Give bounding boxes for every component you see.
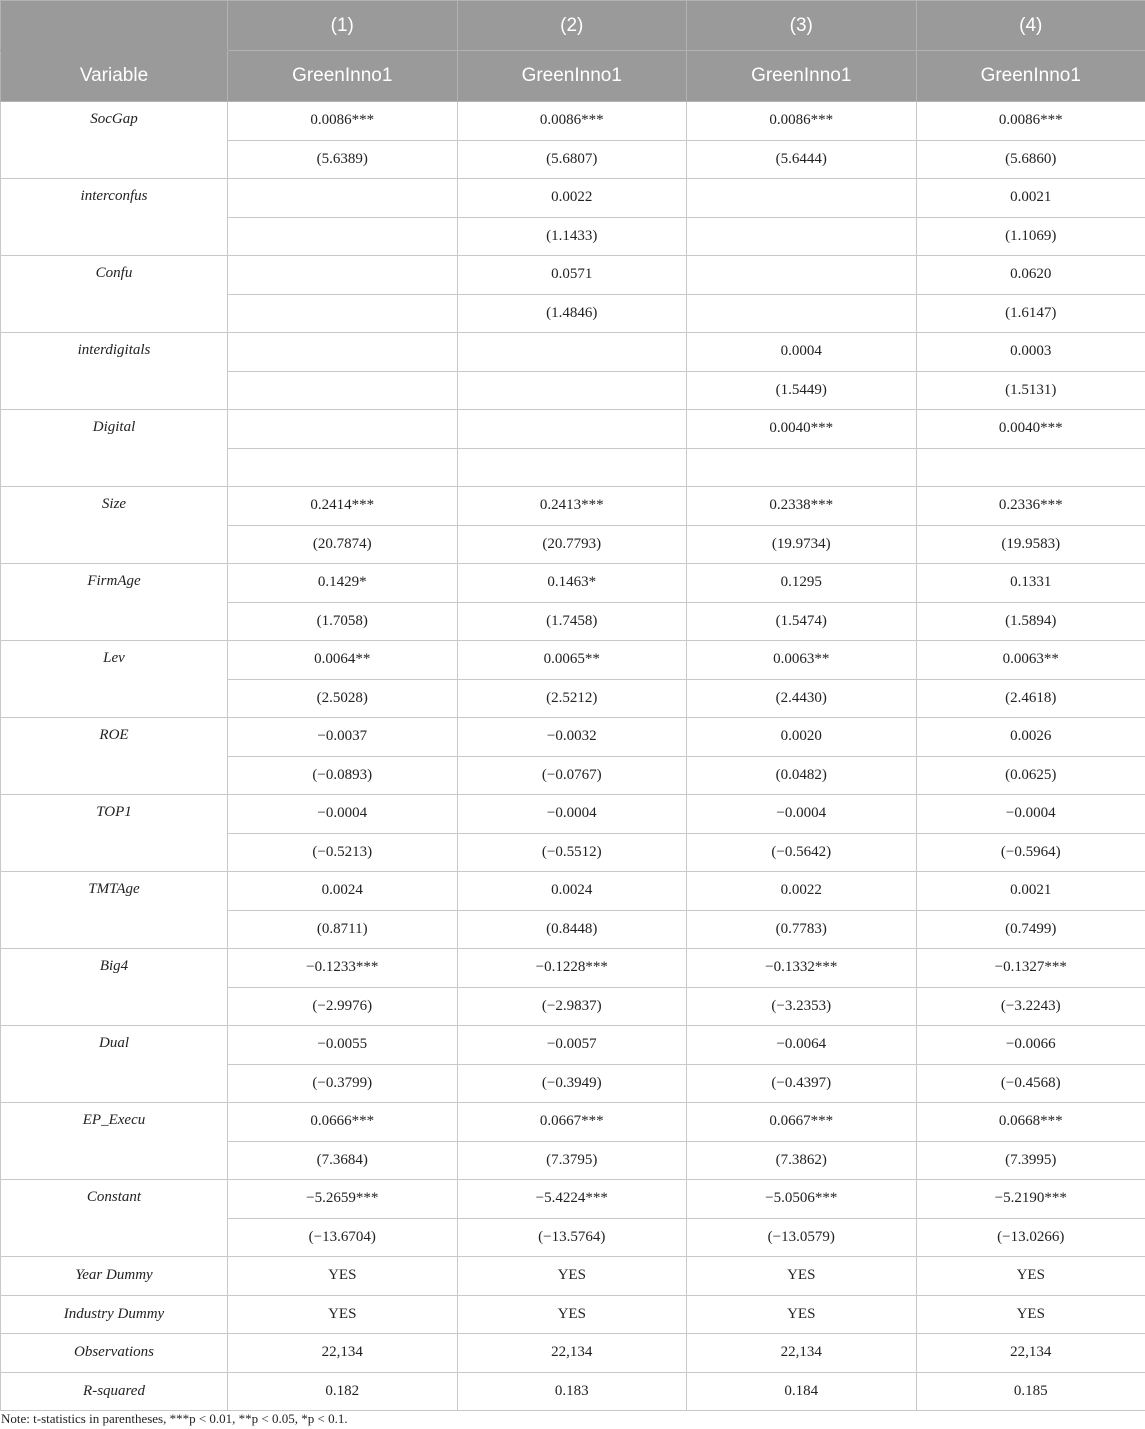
coefficient-cell: 0.0024 bbox=[457, 872, 687, 911]
coefficient-cell: −0.1228*** bbox=[457, 949, 687, 988]
summary-value: 22,134 bbox=[687, 1334, 917, 1373]
variable-name: TMTAge bbox=[1, 872, 228, 949]
table-row-coefficient bbox=[1, 718, 1145, 757]
table-row-coefficient bbox=[1, 795, 1145, 834]
coefficient-cell: −0.0032 bbox=[457, 718, 687, 757]
coefficient-cell: −0.0004 bbox=[916, 795, 1145, 834]
tstat-cell: (−0.5213) bbox=[228, 833, 458, 872]
summary-value: 22,134 bbox=[457, 1334, 687, 1373]
coefficient-cell: 0.0667*** bbox=[457, 1103, 687, 1142]
coefficient-cell: 0.0668*** bbox=[916, 1103, 1145, 1142]
variable-name: TOP1 bbox=[1, 795, 228, 872]
tstat-cell: (−0.3949) bbox=[457, 1064, 687, 1103]
coefficient-cell: 0.2338*** bbox=[687, 487, 917, 526]
table-row-coefficient bbox=[1, 641, 1145, 680]
coefficient-cell bbox=[457, 410, 687, 449]
coefficient-cell: −0.0057 bbox=[457, 1026, 687, 1065]
tstat-cell: (7.3995) bbox=[916, 1141, 1145, 1180]
variable-name: Confu bbox=[1, 256, 228, 333]
coefficient-cell: 0.0022 bbox=[457, 179, 687, 218]
variable-name: Constant bbox=[1, 1180, 228, 1257]
tstat-cell: (−0.0767) bbox=[457, 756, 687, 795]
variable-name: EP_Execu bbox=[1, 1103, 228, 1180]
coefficient-cell: 0.0065** bbox=[457, 641, 687, 680]
table-row-coefficient bbox=[1, 949, 1145, 988]
coefficient-cell: 0.0666*** bbox=[228, 1103, 458, 1142]
variable-name: Lev bbox=[1, 641, 228, 718]
tstat-cell: (0.7783) bbox=[687, 910, 917, 949]
variable-name: Size bbox=[1, 487, 228, 564]
coefficient-cell: −0.0064 bbox=[687, 1026, 917, 1065]
coefficient-cell: −0.0004 bbox=[228, 795, 458, 834]
summary-value: 0.182 bbox=[228, 1372, 458, 1411]
summary-value: 22,134 bbox=[916, 1334, 1145, 1373]
table-row-summary bbox=[1, 1372, 1145, 1411]
coefficient-cell: 0.0004 bbox=[687, 333, 917, 372]
tstat-cell bbox=[228, 217, 458, 256]
variable-name: FirmAge bbox=[1, 564, 228, 641]
table-row-summary bbox=[1, 1295, 1145, 1334]
column-number: (2) bbox=[457, 1, 687, 51]
coefficient-cell bbox=[687, 179, 917, 218]
table-row-summary bbox=[1, 1334, 1145, 1373]
tstat-cell: (−3.2353) bbox=[687, 987, 917, 1026]
summary-value: YES bbox=[457, 1295, 687, 1334]
tstat-cell: (−13.0266) bbox=[916, 1218, 1145, 1257]
summary-label: Observations bbox=[1, 1334, 228, 1373]
table-body bbox=[1, 102, 1145, 1411]
tstat-cell: (1.5131) bbox=[916, 371, 1145, 410]
tstat-cell bbox=[457, 371, 687, 410]
table-row-coefficient bbox=[1, 487, 1145, 526]
coefficient-cell: 0.0086*** bbox=[916, 102, 1145, 141]
coefficient-cell: 0.0086*** bbox=[228, 102, 458, 141]
coefficient-cell: 0.0086*** bbox=[457, 102, 687, 141]
coefficient-cell: 0.1429* bbox=[228, 564, 458, 603]
dependent-variable-header: GreenInno1 bbox=[916, 51, 1145, 102]
variable-name: ROE bbox=[1, 718, 228, 795]
coefficient-cell: 0.0040*** bbox=[916, 410, 1145, 449]
coefficient-cell: 0.1295 bbox=[687, 564, 917, 603]
table-row-coefficient bbox=[1, 102, 1145, 141]
tstat-cell bbox=[228, 448, 458, 487]
tstat-cell: (7.3684) bbox=[228, 1141, 458, 1180]
tstat-cell: (−0.5642) bbox=[687, 833, 917, 872]
summary-value: YES bbox=[228, 1257, 458, 1296]
summary-value: YES bbox=[228, 1295, 458, 1334]
coefficient-cell: 0.0064** bbox=[228, 641, 458, 680]
tstat-cell: (1.5449) bbox=[687, 371, 917, 410]
coefficient-cell: −0.1327*** bbox=[916, 949, 1145, 988]
variable-name: Dual bbox=[1, 1026, 228, 1103]
table-row-coefficient bbox=[1, 410, 1145, 449]
tstat-cell: (−0.0893) bbox=[228, 756, 458, 795]
header-row-numbers bbox=[1, 1, 1145, 51]
dependent-variable-header: GreenInno1 bbox=[228, 51, 458, 102]
coefficient-cell bbox=[457, 333, 687, 372]
summary-value: 0.185 bbox=[916, 1372, 1145, 1411]
tstat-cell: (20.7793) bbox=[457, 525, 687, 564]
tstat-cell bbox=[228, 371, 458, 410]
tstat-cell: (5.6860) bbox=[916, 140, 1145, 179]
header-blank-cell bbox=[1, 1, 228, 51]
coefficient-cell: 0.0667*** bbox=[687, 1103, 917, 1142]
column-number: (1) bbox=[228, 1, 458, 51]
column-number: (3) bbox=[687, 1, 917, 51]
coefficient-cell bbox=[228, 333, 458, 372]
summary-value: YES bbox=[916, 1295, 1145, 1334]
tstat-cell: (−0.5512) bbox=[457, 833, 687, 872]
coefficient-cell: −0.1233*** bbox=[228, 949, 458, 988]
tstat-cell: (0.0625) bbox=[916, 756, 1145, 795]
table-row-coefficient bbox=[1, 333, 1145, 372]
tstat-cell bbox=[687, 294, 917, 333]
table-note: Note: t-statistics in parentheses, ***p < 0.01, **p < 0.05, *p < 0.1. bbox=[1, 1411, 348, 1426]
summary-label: Industry Dummy bbox=[1, 1295, 228, 1334]
variable-name: Digital bbox=[1, 410, 228, 487]
coefficient-cell: 0.0022 bbox=[687, 872, 917, 911]
coefficient-cell: 0.0620 bbox=[916, 256, 1145, 295]
tstat-cell: (0.0482) bbox=[687, 756, 917, 795]
coefficient-cell: −0.0037 bbox=[228, 718, 458, 757]
coefficient-cell bbox=[687, 256, 917, 295]
coefficient-cell: −0.0004 bbox=[687, 795, 917, 834]
coefficient-cell: 0.0063** bbox=[687, 641, 917, 680]
dependent-variable-header: GreenInno1 bbox=[457, 51, 687, 102]
tstat-cell bbox=[916, 448, 1145, 487]
coefficient-cell: 0.0026 bbox=[916, 718, 1145, 757]
tstat-cell: (2.5212) bbox=[457, 679, 687, 718]
coefficient-cell bbox=[228, 179, 458, 218]
coefficient-cell: −0.0004 bbox=[457, 795, 687, 834]
column-number: (4) bbox=[916, 1, 1145, 51]
table-row-coefficient bbox=[1, 872, 1145, 911]
dependent-variable-header: GreenInno1 bbox=[687, 51, 917, 102]
tstat-cell: (7.3795) bbox=[457, 1141, 687, 1180]
tstat-cell: (1.7458) bbox=[457, 602, 687, 641]
summary-value: 0.183 bbox=[457, 1372, 687, 1411]
summary-label: Year Dummy bbox=[1, 1257, 228, 1296]
tstat-cell: (2.5028) bbox=[228, 679, 458, 718]
tstat-cell: (2.4618) bbox=[916, 679, 1145, 718]
table-header bbox=[1, 1, 1145, 102]
tstat-cell bbox=[228, 294, 458, 333]
coefficient-cell: −5.4224*** bbox=[457, 1180, 687, 1219]
tstat-cell: (1.5894) bbox=[916, 602, 1145, 641]
tstat-cell: (1.4846) bbox=[457, 294, 687, 333]
variable-name: interdigitals bbox=[1, 333, 228, 410]
tstat-cell: (0.8448) bbox=[457, 910, 687, 949]
tstat-cell: (0.7499) bbox=[916, 910, 1145, 949]
summary-value: YES bbox=[687, 1257, 917, 1296]
tstat-cell: (7.3862) bbox=[687, 1141, 917, 1180]
tstat-cell: (19.9734) bbox=[687, 525, 917, 564]
coefficient-cell: 0.2413*** bbox=[457, 487, 687, 526]
variable-header: Variable bbox=[1, 51, 228, 102]
tstat-cell: (1.1069) bbox=[916, 217, 1145, 256]
tstat-cell: (−0.3799) bbox=[228, 1064, 458, 1103]
summary-value: YES bbox=[687, 1295, 917, 1334]
tstat-cell bbox=[687, 448, 917, 487]
table-row-coefficient bbox=[1, 179, 1145, 218]
header-row-dependent bbox=[1, 51, 1145, 102]
summary-value: YES bbox=[457, 1257, 687, 1296]
tstat-cell: (2.4430) bbox=[687, 679, 917, 718]
tstat-cell bbox=[687, 217, 917, 256]
tstat-cell: (−13.0579) bbox=[687, 1218, 917, 1257]
coefficient-cell: −0.0055 bbox=[228, 1026, 458, 1065]
table-row-coefficient bbox=[1, 1103, 1145, 1142]
tstat-cell: (20.7874) bbox=[228, 525, 458, 564]
table-row-coefficient bbox=[1, 1026, 1145, 1065]
tstat-cell: (1.6147) bbox=[916, 294, 1145, 333]
tstat-cell: (1.5474) bbox=[687, 602, 917, 641]
summary-value: 22,134 bbox=[228, 1334, 458, 1373]
table-row-summary bbox=[1, 1257, 1145, 1296]
tstat-cell: (−0.4397) bbox=[687, 1064, 917, 1103]
summary-label: R-squared bbox=[1, 1372, 228, 1411]
tstat-cell: (5.6389) bbox=[228, 140, 458, 179]
tstat-cell: (1.1433) bbox=[457, 217, 687, 256]
tstat-cell: (1.7058) bbox=[228, 602, 458, 641]
coefficient-cell: 0.2336*** bbox=[916, 487, 1145, 526]
table-row-coefficient bbox=[1, 256, 1145, 295]
variable-name: SocGap bbox=[1, 102, 228, 179]
coefficient-cell: 0.0021 bbox=[916, 872, 1145, 911]
tstat-cell: (5.6807) bbox=[457, 140, 687, 179]
coefficient-cell bbox=[228, 410, 458, 449]
tstat-cell: (5.6444) bbox=[687, 140, 917, 179]
tstat-cell: (19.9583) bbox=[916, 525, 1145, 564]
tstat-cell: (−0.5964) bbox=[916, 833, 1145, 872]
tstat-cell: (−13.6704) bbox=[228, 1218, 458, 1257]
coefficient-cell: −0.0066 bbox=[916, 1026, 1145, 1065]
coefficient-cell: 0.0021 bbox=[916, 179, 1145, 218]
coefficient-cell: 0.0024 bbox=[228, 872, 458, 911]
tstat-cell: (−2.9837) bbox=[457, 987, 687, 1026]
tstat-cell bbox=[457, 448, 687, 487]
coefficient-cell: 0.0040*** bbox=[687, 410, 917, 449]
variable-name: interconfus bbox=[1, 179, 228, 256]
coefficient-cell: 0.0003 bbox=[916, 333, 1145, 372]
coefficient-cell: −5.2659*** bbox=[228, 1180, 458, 1219]
tstat-cell: (−0.4568) bbox=[916, 1064, 1145, 1103]
coefficient-cell: 0.2414*** bbox=[228, 487, 458, 526]
summary-value: 0.184 bbox=[687, 1372, 917, 1411]
tstat-cell: (−2.9976) bbox=[228, 987, 458, 1026]
coefficient-cell: 0.0020 bbox=[687, 718, 917, 757]
coefficient-cell: 0.0571 bbox=[457, 256, 687, 295]
coefficient-cell: −0.1332*** bbox=[687, 949, 917, 988]
coefficient-cell: −5.0506*** bbox=[687, 1180, 917, 1219]
coefficient-cell: 0.1331 bbox=[916, 564, 1145, 603]
coefficient-cell: 0.0063** bbox=[916, 641, 1145, 680]
variable-name: Big4 bbox=[1, 949, 228, 1026]
coefficient-cell bbox=[228, 256, 458, 295]
coefficient-cell: −5.2190*** bbox=[916, 1180, 1145, 1219]
tstat-cell: (0.8711) bbox=[228, 910, 458, 949]
summary-value: YES bbox=[916, 1257, 1145, 1296]
coefficient-cell: 0.1463* bbox=[457, 564, 687, 603]
table-row-coefficient bbox=[1, 1180, 1145, 1219]
tstat-cell: (−3.2243) bbox=[916, 987, 1145, 1026]
tstat-cell: (−13.5764) bbox=[457, 1218, 687, 1257]
coefficient-cell: 0.0086*** bbox=[687, 102, 917, 141]
table-row-coefficient bbox=[1, 564, 1145, 603]
